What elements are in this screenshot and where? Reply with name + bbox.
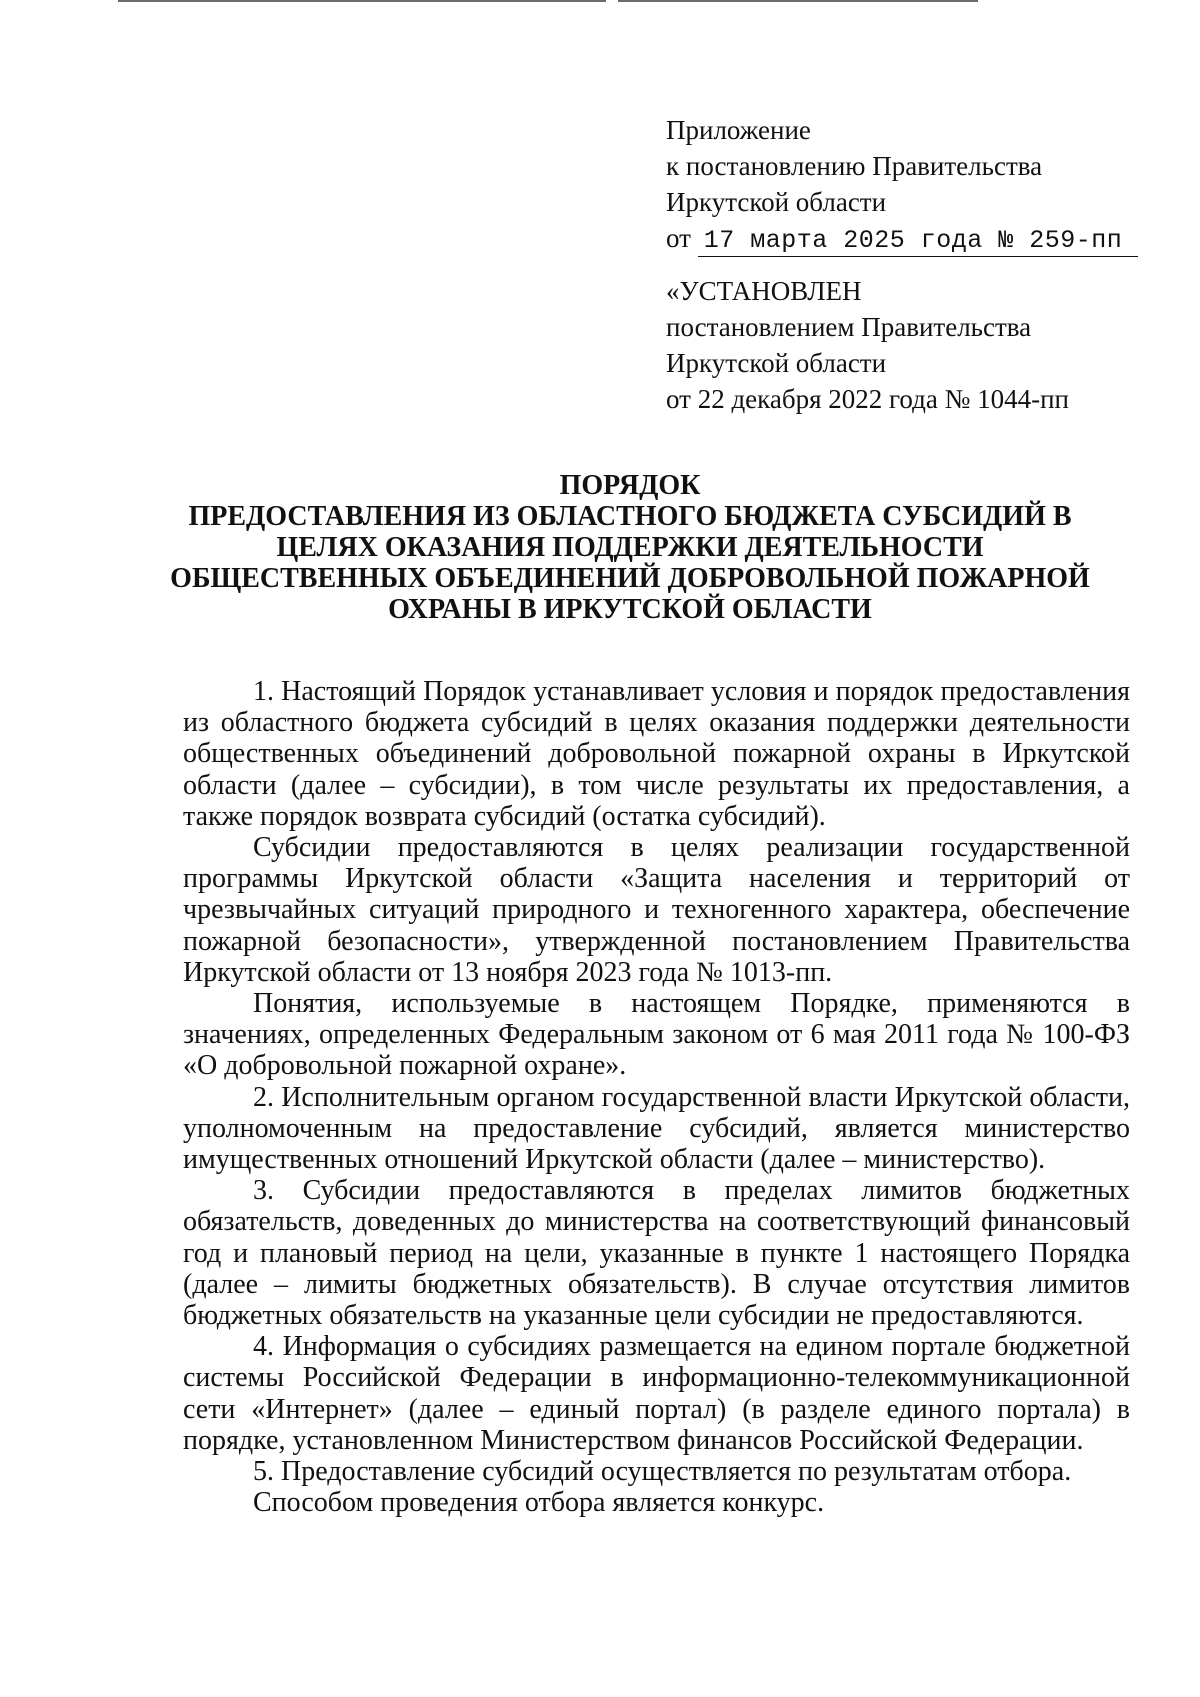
annex-header [666, 112, 1138, 259]
paragraph: 2. Исполнительным органом государственной власти Иркутской области, уполномоченным на предоставление субсидий, является министерство имущественных отношений Иркутской области (далее – министерство). [183, 1081, 1130, 1176]
title-line: ПРЕДОСТАВЛЕНИЯ ИЗ ОБЛАСТНОГО БЮДЖЕТА СУБСИДИЙ В [188, 501, 1072, 532]
paragraph: Субсидии предоставляются в целях реализации государственной программы Иркутской области «Защита населения и территорий от чрезвычайных ситуаций природного и техногенного характера, обеспечение пожарной безопасности», утвержденной постановлением Правительства Иркутской области от 13 ноября 2023 года № 1013-пп. [183, 832, 1130, 988]
annex-line: к постановлению Правительства [666, 151, 1043, 181]
scan-edge-line [118, 0, 606, 2]
title-line: ОХРАНЫ В ИРКУТСКОЙ ОБЛАСТИ [388, 594, 872, 625]
date-filled-field: 17 марта 2025 года № 259-пп [698, 226, 1139, 257]
annex-line: Приложение [666, 115, 811, 145]
paragraph: 4. Информация о субсидиях размещается на едином портале бюджетной системы Российской Федерации в информационно-телекоммуникационной сети «Интернет» (далее – единый портал) (в разделе единого портала) в порядке, установленном Министерством финансов Российской Федерации. [183, 1331, 1130, 1456]
paragraph: 3. Субсидии предоставляются в пределах лимитов бюджетных обязательств, доведенных до министерства на соответствующий финансовый год и плановый период на цели, указанные в пункте 1 настоящего Порядка (далее – лимиты бюджетных обязательств). В случае отсутствия лимитов бюджетных обязательств на указанные цели субсидии не предоставляются. [183, 1175, 1130, 1332]
approved-line: постановлением Правительства [666, 312, 1032, 342]
paragraph: Способом проведения отбора является конкурс. [253, 1487, 825, 1519]
title-line: ОБЩЕСТВЕННЫХ ОБЪЕДИНЕНИЙ ДОБРОВОЛЬНОЙ ПОЖАРНОЙ [170, 563, 1090, 594]
date-prefix: от [666, 223, 691, 253]
approved-line: Иркутской области [666, 348, 887, 378]
annex-date-line [666, 220, 1138, 259]
annex-line: Иркутской области [666, 187, 887, 217]
paragraph: 5. Предоставление субсидий осуществляется по результатам отбора. [253, 1456, 1072, 1488]
title-line: ЦЕЛЯХ ОКАЗАНИЯ ПОДДЕРЖКИ ДЕЯТЕЛЬНОСТИ [276, 532, 984, 563]
title-line: ПОРЯДОК [559, 470, 701, 501]
scan-edge-line [618, 0, 978, 2]
approved-stamp-block [666, 273, 1069, 417]
paragraph: Понятия, используемые в настоящем Порядке, применяются в значениях, определенных Федеральным законом от 6 мая 2011 года № 100-ФЗ «О добровольной пожарной охране». [183, 988, 1130, 1082]
document-body [183, 676, 1130, 1518]
document-title [150, 470, 1110, 625]
approved-line: «УСТАНОВЛЕН [666, 276, 862, 306]
paragraph: 1. Настоящий Порядок устанавливает условия и порядок предоставления из областного бюджета субсидий в целях оказания поддержки деятельности общественных объединений добровольной пожарной охраны в Иркутской области (далее – субсидии), в том числе результаты их предоставления, а также порядок возврата субсидий (остатка субсидий). [183, 676, 1130, 832]
approved-line: от 22 декабря 2022 года № 1044-пп [666, 384, 1070, 414]
